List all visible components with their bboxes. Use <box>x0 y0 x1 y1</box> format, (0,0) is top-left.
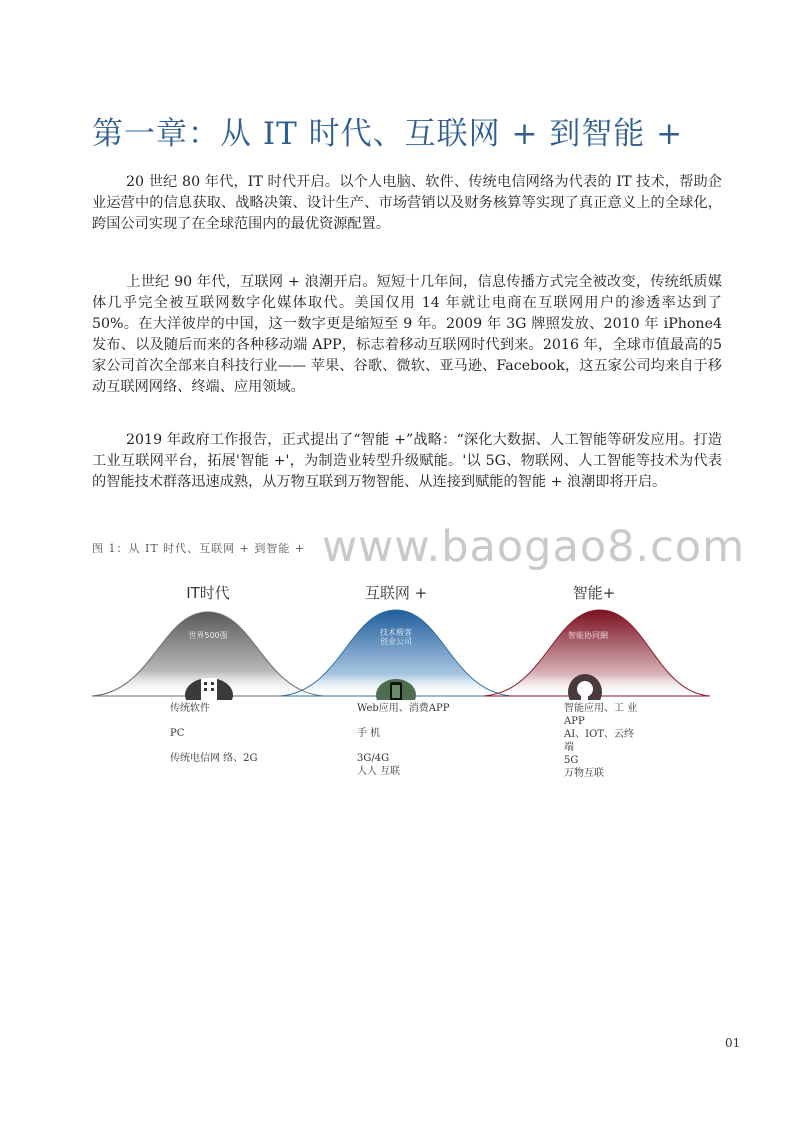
it-era-items <box>170 702 258 765</box>
list-item: 传统软件 <box>170 703 210 714</box>
internet-era-title: 互联网 + <box>364 584 428 602</box>
paragraph-intelligence-plus: 2019 年政府工作报告，正式提出了“智能 +”战略：“深化大数据、人工智能等研发应用。打造工业互联网平台，拓展'智能 +'，为制造业转型升级赋能。'以 5G、物联网、人工智能等技术为代表的智能技术群落迅速成熟，从万物互联到万物智能、从连接到赋能的智能 + 浪潮即将开启。 <box>92 432 722 490</box>
list-item: 手 机 <box>357 728 381 739</box>
list-item: Web应用、消费APP <box>357 703 450 714</box>
list-item: 智能应用、工 业 APP <box>564 703 638 727</box>
intelligence-era-items <box>564 702 637 780</box>
page-number: 01 <box>725 1036 741 1050</box>
building-icon <box>201 678 217 700</box>
list-item: AI、IOT、云终 端 <box>564 729 634 753</box>
figure-caption: 图 1：从 IT 时代、互联网 + 到智能 + <box>92 542 306 555</box>
era-figure <box>92 570 712 790</box>
paragraph-it-era: 20 世纪 80 年代，IT 时代开启。以个人电脑、软件、传统电信网络为代表的 IT 技术，帮助企业运营中的信息获取、战略决策、设计生产、市场营销以及财务核算等实现了真正意义上的全球化，跨国公司实现了在全球范围内的最优资源配置。 <box>92 174 722 232</box>
phone-icon <box>390 682 402 700</box>
internet-era-inner-label: 技术极客 创业公司 <box>380 628 412 646</box>
intelligence-era-title: 智能+ <box>572 584 616 602</box>
watermark: www.baogao8.com <box>322 522 745 572</box>
internet-era-items <box>357 702 449 778</box>
paragraph-internet-plus: 上世纪 90 年代，互联网 + 浪潮开启。短短十几年间，信息传播方式完全被改变，传统纸质媒体几乎完全被互联网数字化媒体取代。美国仅用 14 年就让电商在互联网用户的渗透率达到了 50%。在大洋彼岸的中国，这一数字更是缩短至 9 年。2009 年 3G 牌照发放、2010 年 iPhone4 发布、以及随后而来的各种移动端 APP，标志着移动互联网时代到来。2016 年，全球市值最高的5 家公司首次全部来自科技行业—— 苹果、谷歌、微软、亚马逊、Facebook，这五家公司均来自于移动互联网网络、终端、应用领域。 <box>92 274 722 395</box>
list-item: 传统电信网 络、2G <box>170 753 258 764</box>
it-era-inner-label: 世界500强 <box>188 631 228 640</box>
intelligence-era-inner-label: 智能协同網 <box>568 631 608 640</box>
list-item: PC <box>170 728 185 739</box>
it-era-title: IT时代 <box>186 584 230 602</box>
list-item: 5G 万物互联 <box>564 755 604 779</box>
chapter-title: 第一章：从 IT 时代、互联网 + 到智能 + <box>92 116 684 152</box>
list-item: 3G/4G 人人 互联 <box>357 753 401 777</box>
